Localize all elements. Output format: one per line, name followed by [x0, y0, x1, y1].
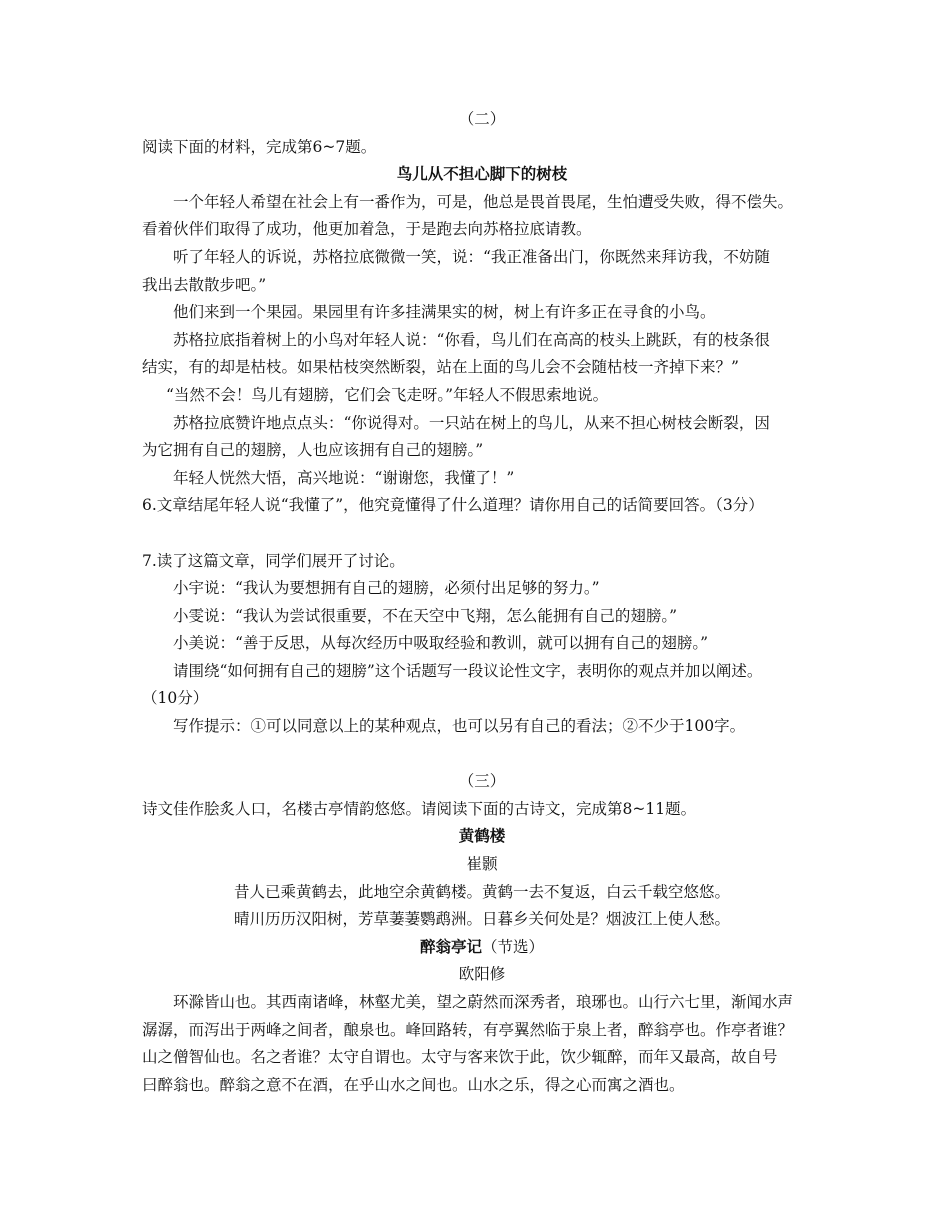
- question-6: 6.文章结尾年轻人说“我懂了”，他究竟懂得了什么道理？请你用自己的话简要回答。（3分）: [142, 496, 764, 515]
- question-7-line: 请围绕“如何拥有自己的翅膀”这个话题写一段议论性文字，表明你的观点并加以阐述。: [173, 661, 763, 680]
- article-line: 听了年轻人的诉说，苏格拉底微微一笑，说：“我正准备出门，你既然来拜访我，不妨随: [173, 247, 770, 266]
- poem-line: 昔人已乘黄鹤去，此地空余黄鹤楼。黄鹤一去不复返，白云千载空悠悠。: [233, 882, 730, 901]
- question-7: 7.读了这篇文章，同学们展开了讨论。: [142, 551, 405, 570]
- essay-line: 环滁皆山也。其西南诸峰，林壑尤美，望之蔚然而深秀者，琅琊也。山行六七里，渐闻水声: [173, 993, 794, 1011]
- article-line: 苏格拉底赞许地点点头：“你说得对。一只站在树上的鸟儿，从来不担心树枝会断裂，因: [173, 413, 770, 432]
- poem-author: 崔颢: [466, 855, 498, 874]
- question-7-line: 小雯说：“我认为尝试很重要，不在天空中飞翔，怎么能拥有自己的翅膀。”: [173, 606, 678, 625]
- section-2-heading: （二）: [458, 110, 506, 128]
- article-line: 年轻人恍然大悟，高兴地说：“谢谢您，我懂了！”: [173, 468, 515, 487]
- essay-title: 醉翁亭记: [419, 937, 482, 956]
- essay-title-row: [142, 934, 822, 962]
- essay-note: （节选）: [482, 937, 545, 956]
- section-3-heading: （三）: [458, 772, 506, 791]
- question-7-line: 小宇说：“我认为要想拥有自己的翅膀，必须付出足够的努力。”: [173, 579, 600, 598]
- article-line: 为它拥有自己的翅膀，人也应该拥有自己的翅膀。”: [142, 441, 484, 460]
- article-line: 我出去散散步吧。”: [142, 275, 267, 294]
- essay-author: 欧阳修: [458, 965, 506, 984]
- article-title: 鸟儿从不担心脚下的树枝: [396, 165, 568, 184]
- essay-line: 曰醉翁也。醉翁之意不在酒，在乎山水之间也。山水之乐，得之心而寓之酒也。: [142, 1075, 685, 1094]
- article-line: “当然不会！鸟儿有翅膀，它们会飞走呀。”年轻人不假思索地说。: [166, 385, 609, 404]
- answer-space: [142, 520, 822, 548]
- question-7-score: （10分）: [142, 689, 209, 708]
- article-line: 看着伙伴们取得了成功，他更加着急，于是跑去向苏格拉底请教。: [142, 220, 592, 239]
- article-line: 苏格拉底指着树上的小鸟对年轻人说：“你看，鸟儿们在高高的枝头上跳跃，有的枝条很: [173, 330, 770, 349]
- writing-tip: 写作提示：①可以同意以上的某种观点，也可以另有自己的看法；②不少于100字。: [173, 717, 746, 736]
- spacer: [142, 741, 822, 769]
- article-line: 结实，有的却是枯枝。如果枯枝突然断裂，站在上面的鸟儿会不会随枯枝一齐掉下来？”: [142, 358, 739, 377]
- question-7-line: 小美说：“善于反思，从每次经历中吸取经验和教训，就可以拥有自己的翅膀。”: [173, 634, 709, 653]
- article-line: 一个年轻人希望在社会上有一番作为，可是，他总是畏首畏尾，生怕遭受失败，得不偿失。: [173, 192, 794, 211]
- poem-line: 晴川历历汉阳树，芳草萋萋鹦鹉洲。日暮乡关何处是？烟波江上使人愁。: [233, 910, 730, 929]
- document-page: [142, 106, 822, 1099]
- section-2-intro: 阅读下面的材料，完成第6~7题。: [142, 137, 377, 156]
- poem-title: 黄鹤楼: [458, 827, 506, 846]
- essay-line: 山之僧智仙也。名之者谁？太守自谓也。太守与客来饮于此，饮少辄醉，而年又最高，故自号: [142, 1048, 778, 1067]
- essay-line: 潺潺，而泻出于两峰之间者，酿泉也。峰回路转，有亭翼然临于泉上者，醉翁亭也。作亭者谁？: [142, 1020, 794, 1039]
- section-3-intro: 诗文佳作脍炙人口，名楼古亭情韵悠悠。请阅读下面的古诗文，完成第8~11题。: [142, 799, 697, 818]
- article-line: 他们来到一个果园。果园里有许多挂满果实的树，树上有许多正在寻食的小鸟。: [173, 303, 716, 322]
